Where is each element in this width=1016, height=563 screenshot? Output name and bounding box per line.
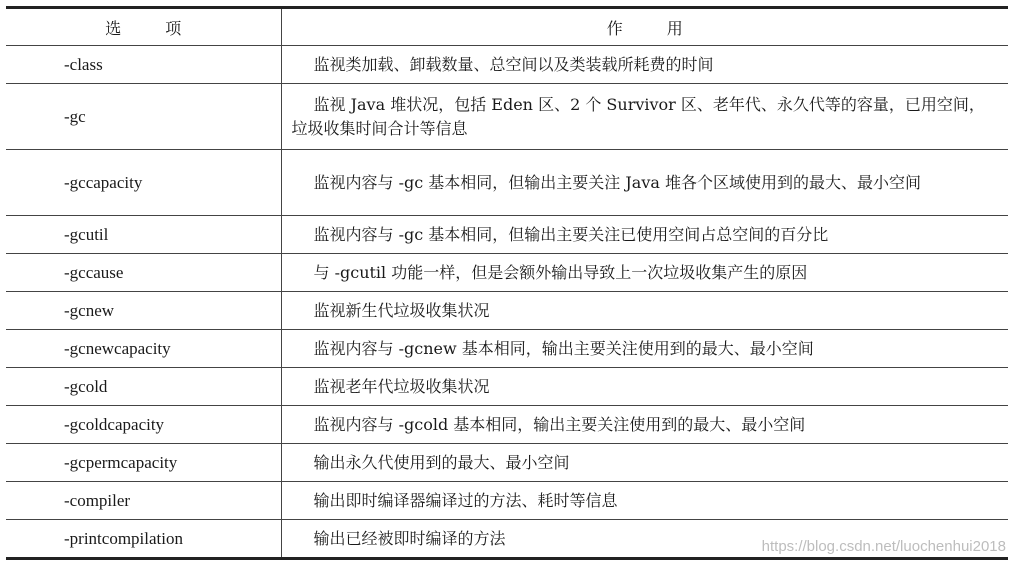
table-row (6, 292, 1008, 330)
description-cell: 监视内容与 -gcnew 基本相同，输出主要关注使用到的最大、最小空间 (281, 330, 1008, 368)
header-purpose-char-1: 作 (606, 18, 623, 38)
options-table-container (6, 6, 1008, 560)
option-cell: -gcnew (6, 292, 281, 330)
table-row (6, 46, 1008, 84)
description-cell: 输出已经被即时编译的方法 (313, 528, 506, 548)
description-cell: 监视 Java 堆状况，包括 Eden 区、2 个 Survivor 区、老年代、永久代等的容量，已用空间，垃圾收集时间合计等信息 (281, 84, 1008, 150)
option-cell: -gcutil (6, 216, 281, 254)
table-row (6, 406, 1008, 444)
table-row (6, 84, 1008, 150)
option-cell: -gccause (6, 254, 281, 292)
description-cell: 监视新生代垃圾收集状况 (281, 292, 1008, 330)
table-header-row (6, 8, 1008, 46)
option-cell: -class (6, 46, 281, 84)
option-cell: -gcnewcapacity (6, 330, 281, 368)
option-cell: -gcoldcapacity (6, 406, 281, 444)
option-cell: -gcpermcapacity (6, 444, 281, 482)
description-cell: 监视类加载、卸载数量、总空间以及类装载所耗费的时间 (281, 46, 1008, 84)
table-row (6, 482, 1008, 520)
table-row (6, 330, 1008, 368)
table-row (6, 150, 1008, 216)
description-cell: 输出即时编译器编译过的方法、耗时等信息 (281, 482, 1008, 520)
table-row (6, 216, 1008, 254)
description-cell: 监视内容与 -gc 基本相同，但输出主要关注 Java 堆各个区域使用到的最大、最小空间 (281, 150, 1008, 216)
description-cell: 输出永久代使用到的最大、最小空间 (281, 444, 1008, 482)
table-row (6, 444, 1008, 482)
watermark-url: https://blog.csdn.net/luochenhui2018 (761, 538, 1006, 555)
header-purpose (281, 8, 1008, 46)
header-option-char-1: 选 (105, 18, 122, 38)
option-cell: -compiler (6, 482, 281, 520)
option-cell: -printcompilation (6, 520, 281, 559)
table-row (6, 254, 1008, 292)
option-cell: -gccapacity (6, 150, 281, 216)
table-row (6, 368, 1008, 406)
description-cell: 监视老年代垃圾收集状况 (281, 368, 1008, 406)
header-purpose-char-2: 用 (666, 18, 683, 38)
option-cell: -gc (6, 84, 281, 150)
option-cell: -gcold (6, 368, 281, 406)
header-option-char-2: 项 (165, 18, 182, 38)
description-cell: 监视内容与 -gcold 基本相同，输出主要关注使用到的最大、最小空间 (281, 406, 1008, 444)
header-option (6, 8, 281, 46)
description-cell: 与 -gcutil 功能一样，但是会额外输出导致上一次垃圾收集产生的原因 (281, 254, 1008, 292)
description-cell: 监视内容与 -gc 基本相同，但输出主要关注已使用空间占总空间的百分比 (281, 216, 1008, 254)
jstat-options-table (6, 6, 1008, 560)
